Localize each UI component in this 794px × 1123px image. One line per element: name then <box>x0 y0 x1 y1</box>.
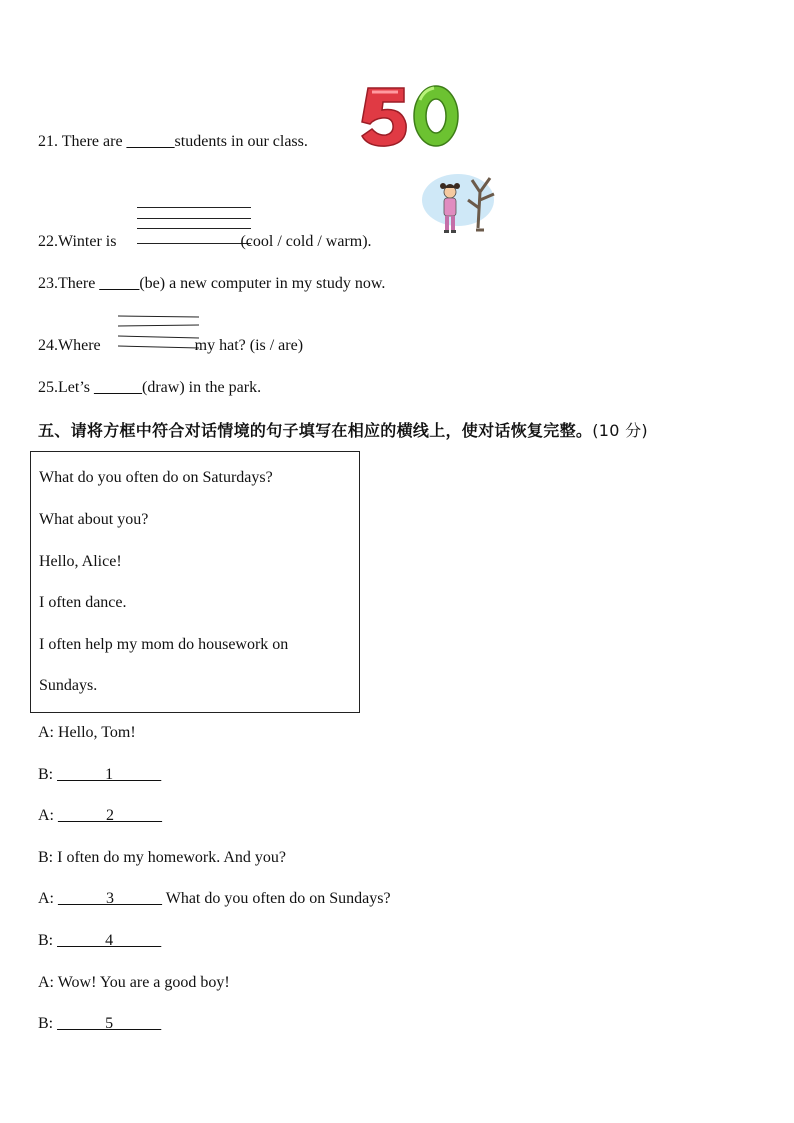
sentence-options-box <box>30 451 360 713</box>
option-sentence: Sundays. <box>39 677 98 694</box>
dialogue-blank[interactable]: ______5______ <box>57 1015 162 1032</box>
option-sentence: What do you often do on Saturdays? <box>39 469 273 486</box>
question-text: (draw) in the park. <box>142 379 262 396</box>
question-24 <box>38 336 303 356</box>
question-number: 21 <box>38 133 54 150</box>
speaker-label: A: <box>38 890 54 907</box>
speaker-label: B: <box>38 849 54 866</box>
option-sentence: What about you? <box>39 511 149 528</box>
speaker-label: A: <box>38 724 54 741</box>
dialogue-blank[interactable]: ______2______ <box>58 807 162 824</box>
question-21 <box>38 132 308 152</box>
dialogue-line <box>38 1014 161 1034</box>
section-points: (10 分) <box>592 421 648 440</box>
dialogue-line <box>38 889 391 909</box>
question-number: 23 <box>38 275 54 292</box>
option-sentence: Hello, Alice! <box>39 553 122 570</box>
speaker-label: B: <box>38 932 54 949</box>
dialogue-line <box>38 806 162 826</box>
question-text: .Winter is <box>54 233 121 250</box>
dialogue-blank[interactable]: ______1______ <box>57 766 162 783</box>
dialogue-text: Hello, Tom! <box>54 724 136 741</box>
dialogue-text: Wow! You are a good boy! <box>54 974 230 991</box>
question-number: 22 <box>38 233 54 250</box>
speaker-label: B: <box>38 1015 54 1032</box>
dialogue-line <box>38 848 286 868</box>
option-sentence: I often dance. <box>39 594 127 611</box>
answer-blank[interactable]: ______ <box>126 133 175 150</box>
question-text: .Let’s <box>54 379 94 396</box>
question-text: . There are <box>54 133 127 150</box>
question-number: 25 <box>38 379 54 396</box>
question-22 <box>38 232 372 252</box>
dialogue-blank[interactable]: ______4______ <box>57 932 162 949</box>
question-text: students in our class. <box>174 133 308 150</box>
dialogue-line <box>38 973 230 993</box>
dialogue-line <box>38 765 161 785</box>
question-text: my hat? (is / are) <box>194 337 304 354</box>
section-heading <box>38 418 648 441</box>
question-number: 24 <box>38 337 54 354</box>
question-text: .Where <box>54 337 105 354</box>
girl-winter-tree-image <box>420 170 500 240</box>
dialogue-line <box>38 723 136 743</box>
option-sentence: I often help my mom do housework on <box>39 636 289 653</box>
dialogue-line <box>38 931 161 951</box>
dialogue-text: What do you often do on Sundays? <box>162 890 391 907</box>
dialogue-text: I often do my homework. And you? <box>53 849 286 866</box>
section-title: 五、请将方框中符合对话情境的句子填写在相应的横线上，使对话恢复完整。 <box>38 421 593 440</box>
question-25 <box>38 378 261 398</box>
answer-blank[interactable]: _____ <box>99 275 140 292</box>
speaker-label: B: <box>38 766 54 783</box>
question-23 <box>38 274 385 294</box>
dialogue-blank[interactable]: ______3______ <box>58 890 162 907</box>
answer-blank[interactable]: ______ <box>94 379 142 396</box>
speaker-label: A: <box>38 807 54 824</box>
choice-options: (cool / cold / warm). <box>240 233 372 250</box>
number-50-image <box>358 80 462 150</box>
speaker-label: A: <box>38 974 54 991</box>
question-text: .There <box>54 275 100 292</box>
question-text: (be) a new computer in my study now. <box>139 275 386 292</box>
